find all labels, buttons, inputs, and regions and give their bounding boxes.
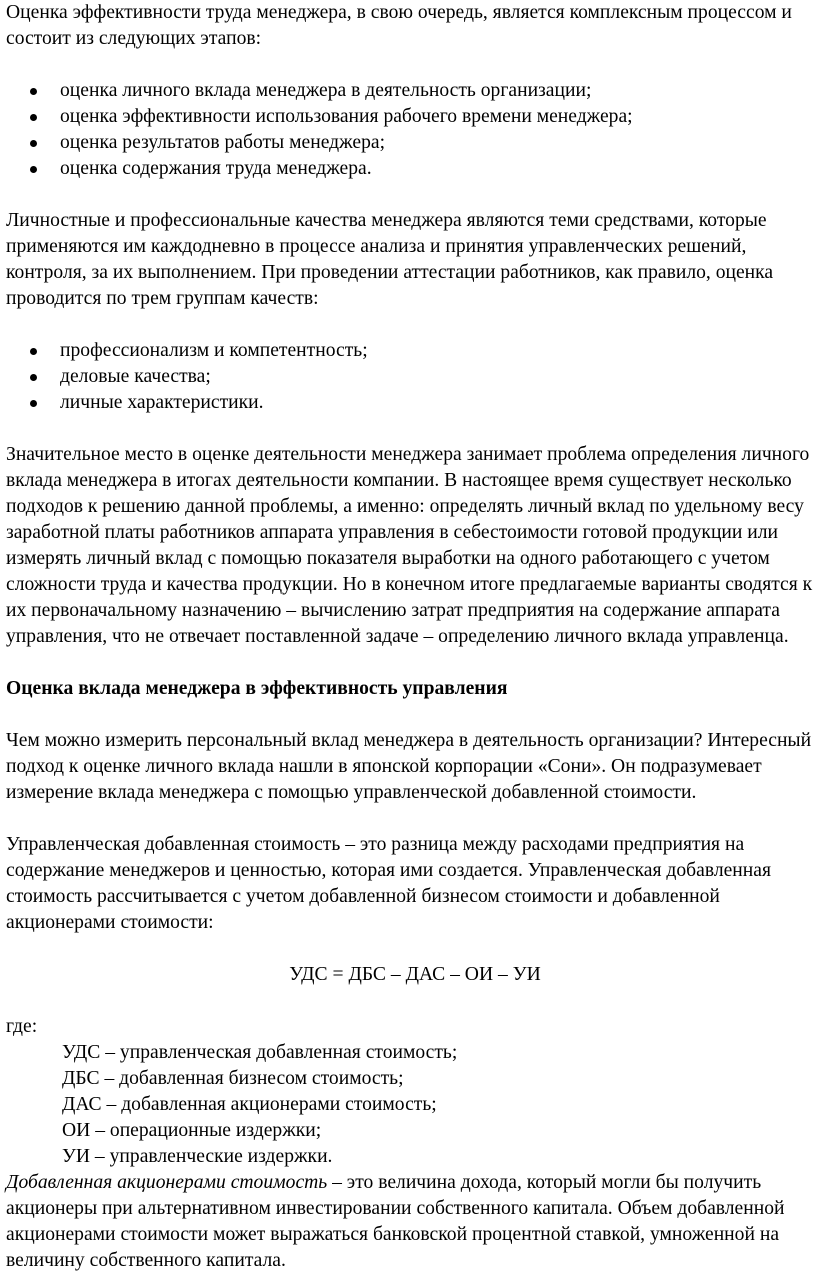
bullet-icon <box>30 114 37 121</box>
list-item <box>6 104 814 130</box>
spacer <box>6 988 814 1014</box>
spacer <box>6 650 814 676</box>
list-item <box>6 338 814 364</box>
list-item <box>6 130 814 156</box>
intro-paragraph: Оценка эффективности труда менеджера, в свою очередь, является комплексным процессом и состоит из следующих этапов: <box>6 2 792 49</box>
definition-item: ДБС – добавленная бизнесом стоимость; <box>62 1068 404 1089</box>
list-item-text: деловые качества; <box>60 366 211 387</box>
list-item <box>6 390 814 416</box>
sony-paragraph: Чем можно измерить персональный вклад менеджера в деятельность организации? Интересный подход к оценке личного вклада нашли в японской корпорации «Сони». Он подразумевает измерение вклада менеджера с помощью управленческой добавленной стоимости. <box>6 730 812 803</box>
spacer <box>6 312 814 338</box>
document-page <box>6 0 814 1274</box>
spacer <box>6 806 814 832</box>
contribution-paragraph: Значительное место в оценке деятельности менеджера занимает проблема определения личного вклада менеджера в итогах деятельности компании. В настоящее время существует несколько подходов к решению данной проблемы, а именно: определять личный вклад по удельному весу заработной платы работников аппарата управления в себестоимости готовой продукции или измерять личный вклад с помощью показателя выработки на одного работающего с учетом сложности труда и качества продукции. Но в конечном итоге предлагаемые варианты сводятся к их первоначальному назначению – вычислению затрат предприятия на содержание аппарата управления, что не отвечает поставленной задаче – определению личного вклада управленца. <box>6 444 813 647</box>
bullet-icon <box>30 400 37 407</box>
list-item-text: оценка личного вклада менеджера в деятельность организации; <box>60 80 592 101</box>
bullet-icon <box>30 348 37 355</box>
spacer <box>6 936 814 962</box>
defined-term: Добавленная акционерами стоимость <box>6 1172 328 1193</box>
definition-item: УИ – управленческие издержки. <box>62 1146 333 1167</box>
list-item-text: личные характеристики. <box>60 392 264 413</box>
qualities-paragraph: Личностные и профессиональные качества менеджера являются теми средствами, которые применяются им каждодневно в процессе анализа и принятия управленческих решений, контроля, за их выполнением. При проведении аттестации работников, как правило, оценка проводится по трем группам качеств: <box>6 210 774 309</box>
formula: УДС = ДБС – ДАС – ОИ – УИ <box>289 964 541 985</box>
definitions-list <box>6 1040 814 1170</box>
list-item <box>6 364 814 390</box>
definition-item: ОИ – операционные издержки; <box>62 1120 322 1141</box>
definition-item: ДАС – добавленная акционерами стоимость; <box>62 1094 437 1115</box>
list-item <box>6 78 814 104</box>
bullet-icon <box>30 166 37 173</box>
final-paragraph-text: – это величина дохода, который могли бы получить акционеры при альтернативном инвестировании собственного капитала. Объем добавленной акционерами стоимости может выражаться банковской процентной ставкой, умноженной на величину собственного капитала. <box>6 1172 785 1271</box>
spacer <box>6 416 814 442</box>
mva-paragraph: Управленческая добавленная стоимость – это разница между расходами предприятия на содержание менеджеров и ценностью, которая ими создается. Управленческая добавленная стоимость рассчитывается с учетом добавленной бизнесом стоимости и добавленной акционерами стоимости: <box>6 834 771 933</box>
definition-item: УДС – управленческая добавленная стоимость; <box>62 1042 458 1063</box>
list-item-text: оценка результатов работы менеджера; <box>60 132 386 153</box>
spacer <box>6 182 814 208</box>
stages-list <box>6 78 814 182</box>
where-label: где: <box>6 1016 38 1037</box>
list-item-text: профессионализм и компетентность; <box>60 340 368 361</box>
bullet-icon <box>30 88 37 95</box>
bullet-icon <box>30 140 37 147</box>
list-item-text: оценка эффективности использования рабочего времени менеджера; <box>60 106 633 127</box>
spacer <box>6 702 814 728</box>
list-item-text: оценка содержания труда менеджера. <box>60 158 372 179</box>
bullet-icon <box>30 374 37 381</box>
qualities-list <box>6 338 814 416</box>
section-heading: Оценка вклада менеджера в эффективность управления <box>6 678 508 699</box>
spacer <box>6 52 814 78</box>
list-item <box>6 156 814 182</box>
final-paragraph <box>6 1170 814 1274</box>
